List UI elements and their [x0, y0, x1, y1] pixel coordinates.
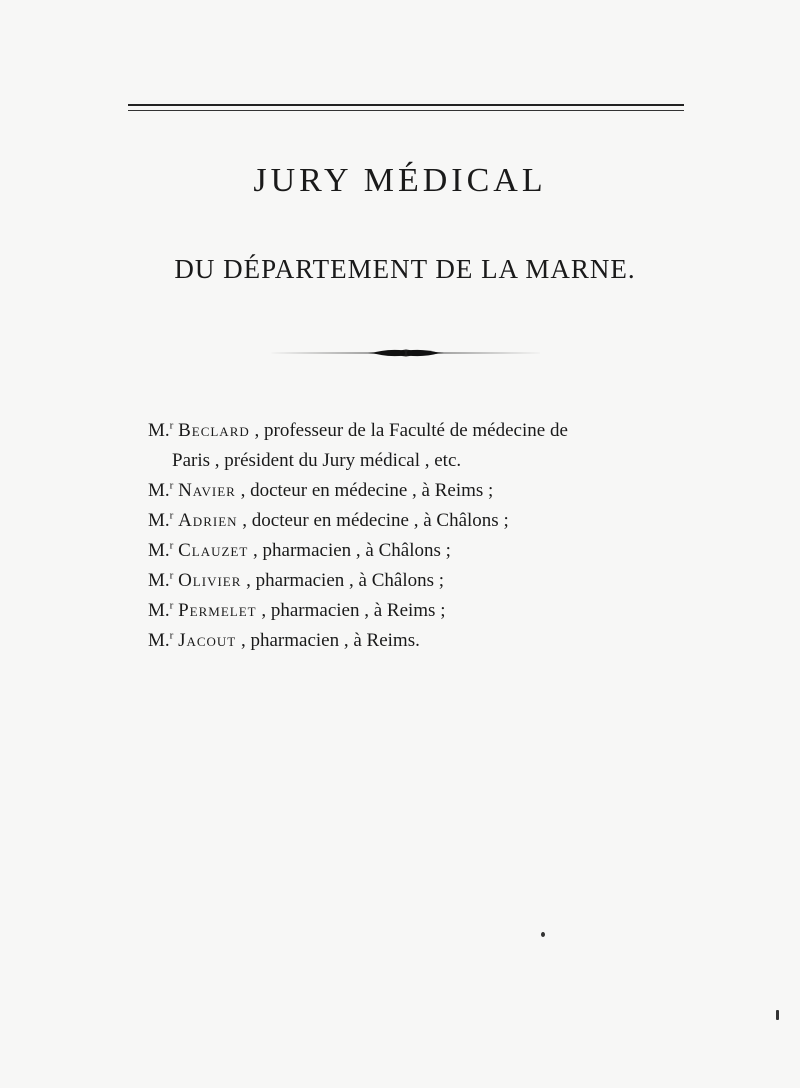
member-description: , pharmacien , à Châlons ; — [253, 540, 451, 561]
jury-member-list — [148, 416, 693, 656]
member-name: Jacout — [178, 630, 237, 651]
title-prefix-superscript: r — [169, 479, 174, 492]
title-prefix: M. — [148, 480, 170, 501]
member-name: Adrien — [178, 510, 238, 531]
member-name: Beclard — [178, 420, 250, 441]
member-description: , pharmacien , à Châlons ; — [246, 570, 445, 591]
title-prefix: M. — [148, 630, 170, 651]
top-double-rule — [128, 104, 684, 113]
member-description-continuation: Paris , président du Jury médical , etc. — [172, 450, 462, 471]
title-prefix-superscript: r — [169, 539, 174, 552]
member-description: , pharmacien , à Reims ; — [261, 600, 446, 621]
jury-member-entry — [148, 416, 693, 476]
member-description: , docteur en médecine , à Reims ; — [240, 480, 494, 501]
title-prefix-superscript: r — [169, 629, 174, 642]
page-title: JURY MÉDICAL — [253, 162, 547, 199]
page-subtitle: DU DÉPARTEMENT DE LA MARNE. — [174, 254, 636, 284]
member-description: , professeur de la Faculté de médecine de — [254, 420, 568, 441]
title-prefix-superscript: r — [169, 419, 174, 432]
member-name: Clauzet — [178, 540, 249, 561]
member-name: Olivier — [178, 570, 242, 591]
ornamental-divider-icon — [268, 345, 544, 361]
title-prefix: M. — [148, 600, 170, 621]
title-prefix-superscript: r — [169, 569, 174, 582]
ink-speck — [541, 932, 545, 937]
member-description: , docteur en médecine , à Châlons ; — [242, 510, 509, 531]
top-rule-thin-line — [128, 110, 684, 111]
jury-member-entry — [148, 626, 693, 656]
jury-member-entry — [148, 506, 693, 536]
title-prefix: M. — [148, 510, 170, 531]
member-name: Permelet — [178, 600, 257, 621]
jury-member-entry — [148, 476, 693, 506]
jury-member-entry — [148, 536, 693, 566]
jury-member-entry — [148, 596, 693, 626]
top-rule-thick-line — [128, 104, 684, 106]
title-prefix: M. — [148, 420, 170, 441]
title-prefix: M. — [148, 570, 170, 591]
member-name: Navier — [178, 480, 236, 501]
title-prefix-superscript: r — [169, 509, 174, 522]
title-prefix: M. — [148, 540, 170, 561]
ink-speck — [776, 1010, 779, 1020]
member-description: , pharmacien , à Reims. — [241, 630, 420, 651]
title-prefix-superscript: r — [169, 599, 174, 612]
jury-member-entry — [148, 566, 693, 596]
